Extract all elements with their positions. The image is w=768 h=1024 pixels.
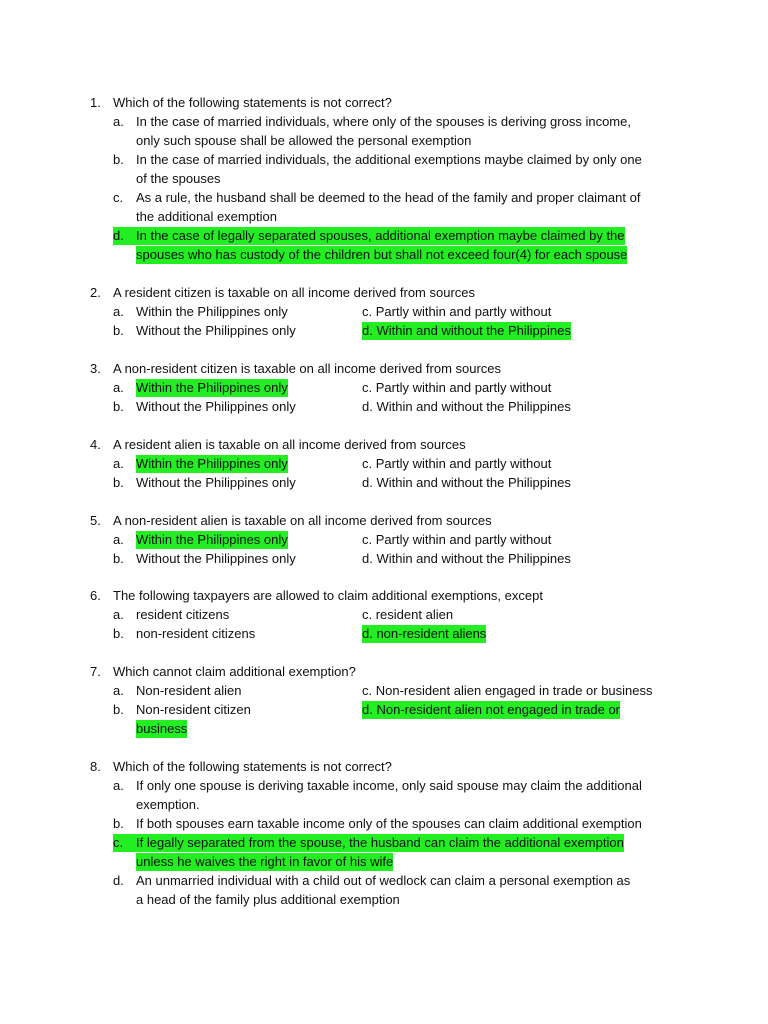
q1-d-letter: d. bbox=[113, 227, 136, 245]
q1-d-text-1: In the case of legally separated spouses, additional exemption maybe claimed by the bbox=[136, 228, 625, 243]
q3-d-text: d. Within and without the Philippines bbox=[362, 399, 571, 414]
q5-number: 5. bbox=[90, 513, 101, 528]
q7-b-text: Non-resident citizen bbox=[136, 702, 251, 717]
q2-d-text: d. Within and without the Philippines bbox=[362, 323, 571, 338]
q6-c-text: c. resident alien bbox=[362, 607, 454, 622]
q3-b-letter: b. bbox=[113, 399, 124, 414]
q4-c-text: c. Partly within and partly without bbox=[362, 456, 552, 471]
q1-c-text-2: the additional exemption bbox=[136, 209, 277, 224]
q3-stem: A non-resident citizen is taxable on all income derived from sources bbox=[113, 361, 502, 376]
q3-c-text: c. Partly within and partly without bbox=[362, 380, 552, 395]
q3-b-text: Without the Philippines only bbox=[136, 399, 296, 414]
q8-number: 8. bbox=[90, 759, 101, 774]
q4-number: 4. bbox=[90, 437, 101, 452]
q6-stem: The following taxpayers are allowed to claim additional exemptions, except bbox=[113, 588, 543, 603]
q8-b-letter: b. bbox=[113, 816, 124, 831]
q1-c-letter: c. bbox=[113, 190, 124, 205]
q8-d-text-1: An unmarried individual with a child out of wedlock can claim a personal exemption as bbox=[136, 873, 631, 888]
q7-b-letter: b. bbox=[113, 702, 124, 717]
q5-d-text: d. Within and without the Philippines bbox=[362, 551, 571, 566]
q6-b-letter: b. bbox=[113, 626, 124, 641]
q1-a-text-1: In the case of married individuals, where only of the spouses is deriving gross income, bbox=[136, 114, 631, 129]
q1-a-letter: a. bbox=[113, 114, 124, 129]
q1-b-text-1: In the case of married individuals, the additional exemptions maybe claimed by only one bbox=[136, 152, 642, 167]
q2-b-letter: b. bbox=[113, 323, 124, 338]
q5-a-letter: a. bbox=[113, 532, 124, 547]
q1-d-text-2: spouses who has custody of the children but shall not exceed four(4) for each spouse bbox=[136, 247, 628, 262]
q6-b-text: non-resident citizens bbox=[136, 626, 256, 641]
q1-stem: Which of the following statements is not correct? bbox=[113, 95, 392, 110]
q5-c-text: c. Partly within and partly without bbox=[362, 532, 552, 547]
q7-stem: Which cannot claim additional exemption? bbox=[113, 664, 356, 679]
q8-a-text-2: exemption. bbox=[136, 797, 200, 812]
q3-a-letter: a. bbox=[113, 380, 124, 395]
q8-c-text-2: unless he waives the right in favor of his wife bbox=[136, 854, 394, 869]
q3-number: 3. bbox=[90, 361, 101, 376]
q7-number: 7. bbox=[90, 664, 101, 679]
q2-a-text: Within the Philippines only bbox=[136, 304, 288, 319]
q3-a-text: Within the Philippines only bbox=[136, 380, 288, 395]
q6-a-letter: a. bbox=[113, 607, 124, 622]
q1-b-text-2: of the spouses bbox=[136, 171, 221, 186]
q7-c-text: c. Non-resident alien engaged in trade or business bbox=[362, 683, 653, 698]
q8-a-letter: a. bbox=[113, 778, 124, 793]
q2-b-text: Without the Philippines only bbox=[136, 323, 296, 338]
q7-d-text-1: d. Non-resident alien not engaged in trade or bbox=[362, 702, 621, 717]
q5-b-text: Without the Philippines only bbox=[136, 551, 296, 566]
q4-a-text: Within the Philippines only bbox=[136, 456, 288, 471]
q8-a-text-1: If only one spouse is deriving taxable income, only said spouse may claim the additional bbox=[136, 778, 642, 793]
q5-b-letter: b. bbox=[113, 551, 124, 566]
q2-c-text: c. Partly within and partly without bbox=[362, 304, 552, 319]
q4-d-text: d. Within and without the Philippines bbox=[362, 475, 571, 490]
q4-a-letter: a. bbox=[113, 456, 124, 471]
q8-d-letter: d. bbox=[113, 873, 124, 888]
q1-c-text-1: As a rule, the husband shall be deemed to the head of the family and proper claimant of bbox=[136, 190, 641, 205]
q7-a-letter: a. bbox=[113, 683, 124, 698]
q8-d-text-2: a head of the family plus additional exemption bbox=[136, 892, 400, 907]
q5-a-text: Within the Philippines only bbox=[136, 532, 288, 547]
q2-number: 2. bbox=[90, 285, 101, 300]
q8-stem: Which of the following statements is not correct? bbox=[113, 759, 392, 774]
q2-a-letter: a. bbox=[113, 304, 124, 319]
q7-a-text: Non-resident alien bbox=[136, 683, 242, 698]
q8-c-letter: c. bbox=[113, 834, 136, 852]
q1-number: 1. bbox=[90, 95, 101, 110]
q7-d-text-2: business bbox=[136, 721, 188, 736]
q2-stem: A resident citizen is taxable on all income derived from sources bbox=[113, 285, 476, 300]
q5-stem: A non-resident alien is taxable on all income derived from sources bbox=[113, 513, 492, 528]
q4-b-letter: b. bbox=[113, 475, 124, 490]
q6-number: 6. bbox=[90, 588, 101, 603]
q4-stem: A resident alien is taxable on all income derived from sources bbox=[113, 437, 466, 452]
q1-b-letter: b. bbox=[113, 152, 124, 167]
q8-b-text-1: If both spouses earn taxable income only of the spouses can claim additional exemption bbox=[136, 816, 642, 831]
q6-a-text: resident citizens bbox=[136, 607, 230, 622]
q1-a-text-2: only such spouse shall be allowed the personal exemption bbox=[136, 133, 472, 148]
q4-b-text: Without the Philippines only bbox=[136, 475, 296, 490]
q8-c-text-1: If legally separated from the spouse, the husband can claim the additional exemption bbox=[136, 835, 624, 850]
q6-d-text: d. non-resident aliens bbox=[362, 626, 487, 641]
